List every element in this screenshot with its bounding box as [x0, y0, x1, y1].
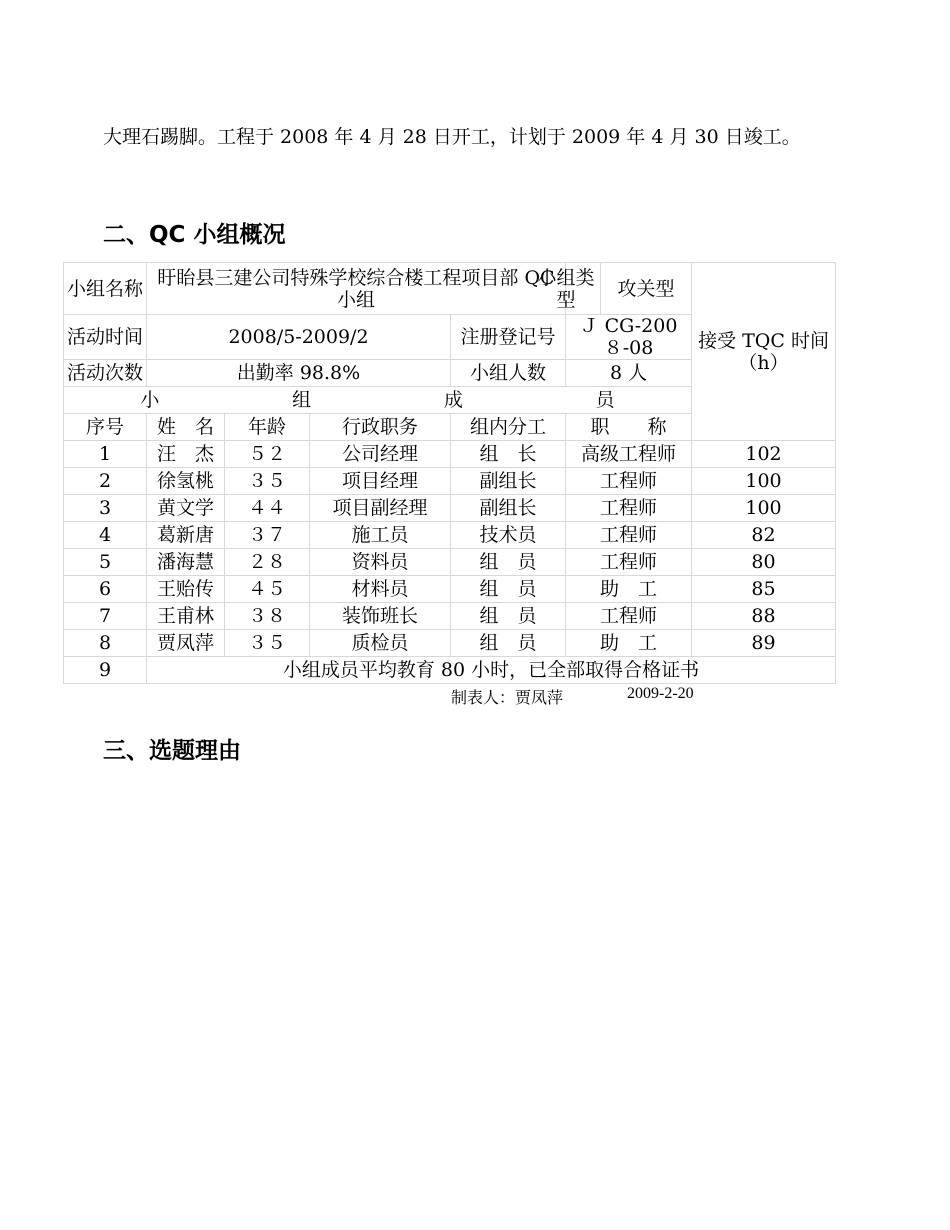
member-no: 3 [64, 495, 147, 522]
attendance-value: 出勤率 98.8% [147, 360, 451, 387]
intro-paragraph: 大理石踢脚。工程于 2008 年 4 月 28 日开工，计划于 2009 年 4 月 30 日竣工。 [103, 126, 801, 148]
member-tqc-hours: 80 [692, 549, 836, 576]
member-title: 工程师 [566, 522, 692, 549]
member-position: 装饰班长 [310, 603, 451, 630]
members-title [64, 387, 692, 414]
table-row [64, 441, 836, 468]
member-tqc-hours: 100 [692, 468, 836, 495]
member-position: 材料员 [310, 576, 451, 603]
member-position: 公司经理 [310, 441, 451, 468]
member-position: 质检员 [310, 630, 451, 657]
member-position: 施工员 [310, 522, 451, 549]
group-name-label: 小组名称 [64, 263, 147, 315]
member-no: 2 [64, 468, 147, 495]
member-role: 技术员 [451, 522, 566, 549]
members-title-char: 组 [292, 389, 312, 411]
header-role: 组内分工 [451, 414, 566, 441]
members-title-char: 员 [595, 389, 615, 411]
member-title: 助 工 [566, 630, 692, 657]
registration-value: Ｊ CG-200 ８-08 [566, 315, 692, 360]
member-role: 组 员 [451, 630, 566, 657]
activity-time-value: 2008/5-2009/2 [147, 315, 451, 360]
table-row [64, 468, 836, 495]
header-name: 姓 名 [147, 414, 225, 441]
member-name: 黄文学 [147, 495, 225, 522]
tqc-hours-header: 接受 TQC 时间（h） [692, 263, 836, 441]
member-age: ３５ [225, 468, 310, 495]
footer-no: 9 [64, 657, 147, 684]
member-title: 高级工程师 [566, 441, 692, 468]
member-no: 6 [64, 576, 147, 603]
member-role: 组 员 [451, 549, 566, 576]
member-role: 组 长 [451, 441, 566, 468]
member-age: ４５ [225, 576, 310, 603]
member-position: 资料员 [310, 549, 451, 576]
table-row [64, 522, 836, 549]
table-footer-row [64, 657, 836, 684]
member-age: ３８ [225, 603, 310, 630]
member-tqc-hours: 102 [692, 441, 836, 468]
member-count-value: 8 人 [566, 360, 692, 387]
table-row [64, 549, 836, 576]
member-role: 组 员 [451, 576, 566, 603]
member-name: 王甫林 [147, 603, 225, 630]
member-age: ２８ [225, 549, 310, 576]
signer-label: 制表人：贾凤萍 [451, 688, 564, 707]
table-row [64, 576, 836, 603]
member-tqc-hours: 100 [692, 495, 836, 522]
member-tqc-hours: 89 [692, 630, 836, 657]
member-title: 助 工 [566, 576, 692, 603]
member-name: 潘海慧 [147, 549, 225, 576]
member-age: ３７ [225, 522, 310, 549]
member-name: 徐氢桃 [147, 468, 225, 495]
footer-note: 小组成员平均教育 80 小时，已全部取得合格证书 [147, 657, 836, 684]
group-type-label-text: 小组类型 [537, 266, 595, 311]
member-age: ３５ [225, 630, 310, 657]
member-name: 葛新唐 [147, 522, 225, 549]
member-name: 汪 杰 [147, 441, 225, 468]
member-tqc-hours: 88 [692, 603, 836, 630]
member-age: ４４ [225, 495, 310, 522]
activity-count-label: 活动次数 [64, 360, 147, 387]
table-row [64, 263, 836, 315]
group-name-value: 盱眙县三建公司特殊学校综合楼工程项目部 QC 小组 [147, 263, 566, 315]
member-role: 副组长 [451, 495, 566, 522]
member-no: 8 [64, 630, 147, 657]
member-title: 工程师 [566, 603, 692, 630]
member-role: 副组长 [451, 468, 566, 495]
member-no: 5 [64, 549, 147, 576]
activity-time-label: 活动时间 [64, 315, 147, 360]
group-type-label-cell [537, 263, 601, 315]
header-position: 行政职务 [310, 414, 451, 441]
group-type-value: 攻关型 [601, 263, 692, 315]
header-no: 序号 [64, 414, 147, 441]
member-tqc-hours: 82 [692, 522, 836, 549]
member-position: 项目经理 [310, 468, 451, 495]
qc-group-table [63, 262, 836, 684]
header-title: 职 称 [566, 414, 692, 441]
signer-date: 2009-2-20 [627, 685, 694, 702]
table-row [64, 603, 836, 630]
member-title: 工程师 [566, 549, 692, 576]
member-tqc-hours: 85 [692, 576, 836, 603]
member-role: 组 员 [451, 603, 566, 630]
member-name: 贾凤萍 [147, 630, 225, 657]
registration-label: 注册登记号 [451, 315, 566, 360]
header-age: 年龄 [225, 414, 310, 441]
members-title-char: 小 [140, 389, 160, 411]
members-title-char: 成 [443, 389, 463, 411]
member-age: ５２ [225, 441, 310, 468]
section-heading-qc-overview: 二、QC 小组概况 [103, 222, 286, 248]
table-row [64, 630, 836, 657]
member-count-label: 小组人数 [451, 360, 566, 387]
section-heading-topic-reason: 三、选题理由 [103, 738, 241, 764]
member-position: 项目副经理 [310, 495, 451, 522]
table-row [64, 495, 836, 522]
member-no: 7 [64, 603, 147, 630]
member-no: 4 [64, 522, 147, 549]
member-title: 工程师 [566, 495, 692, 522]
member-name: 王贻传 [147, 576, 225, 603]
member-title: 工程师 [566, 468, 692, 495]
member-no: 1 [64, 441, 147, 468]
